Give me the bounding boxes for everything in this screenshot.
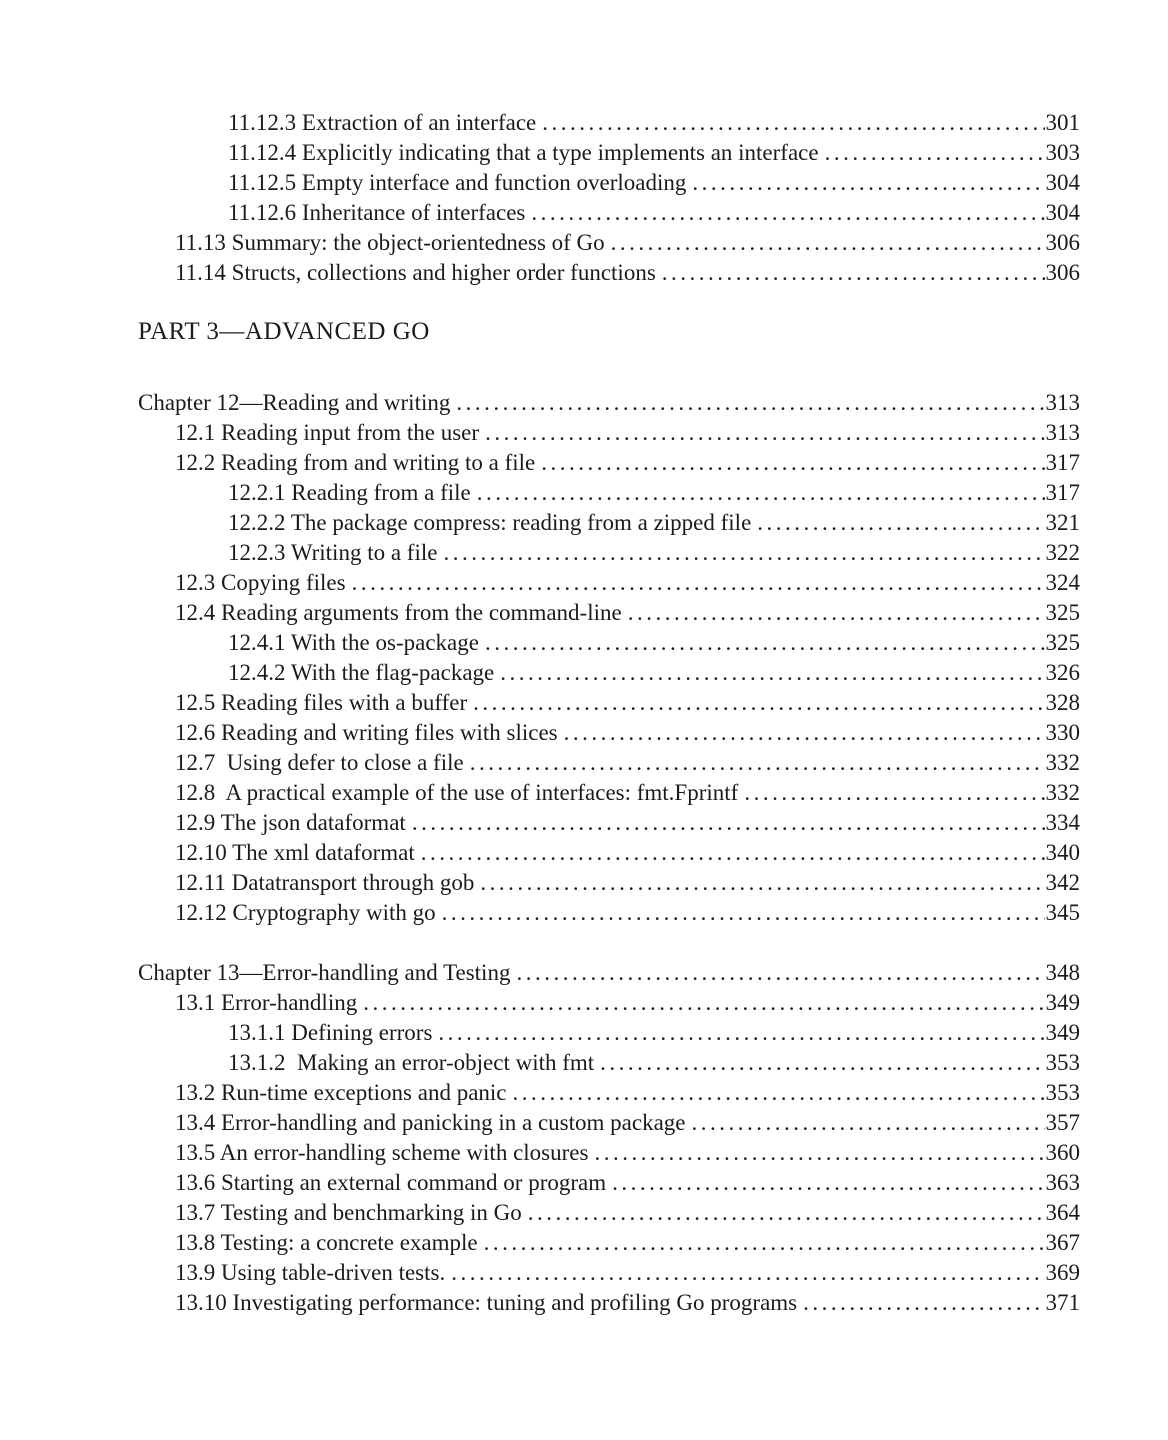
- toc-entry: [138, 1078, 1080, 1108]
- toc-leader-dots: [564, 718, 1045, 748]
- toc-entry: [138, 478, 1080, 508]
- toc-entry: [138, 388, 1080, 418]
- toc-entry: [138, 898, 1080, 928]
- toc-leader-dots: [484, 1228, 1045, 1258]
- toc-entry-page: 322: [1045, 540, 1080, 565]
- toc-leader-dots: [692, 1108, 1045, 1138]
- toc-entry-label: 12.2.1 Reading from a file: [228, 480, 471, 505]
- toc-entry-label: 12.5 Reading files with a buffer: [175, 690, 468, 715]
- toc-entry-label: 12.2.2 The package compress: reading from a zipped file: [228, 510, 752, 535]
- toc-entry: [138, 1018, 1080, 1048]
- toc-leader-dots: [542, 108, 1044, 138]
- toc-entry-page: 334: [1045, 810, 1080, 835]
- toc-leader-dots: [513, 1078, 1045, 1108]
- toc-entry-page: 340: [1045, 840, 1080, 865]
- toc-entry-page: 360: [1045, 1140, 1080, 1165]
- toc-leader-dots: [628, 598, 1045, 628]
- toc-leader-dots: [803, 1288, 1044, 1318]
- toc-entry: [138, 1168, 1080, 1198]
- toc-leader-dots: [470, 748, 1045, 778]
- toc-content: [138, 108, 1080, 1318]
- toc-entry: [138, 868, 1080, 898]
- toc-entry-page: 349: [1045, 990, 1080, 1015]
- toc-leader-dots: [611, 228, 1045, 258]
- toc-entry: [138, 1288, 1080, 1318]
- toc-entry: [138, 628, 1080, 658]
- toc-entry-label: 12.2 Reading from and writing to a file: [175, 450, 536, 475]
- toc-entry-label: 12.4.2 With the flag-package: [228, 660, 495, 685]
- toc-entry-label: 13.1.1 Defining errors: [228, 1020, 433, 1045]
- toc-leader-dots: [442, 898, 1045, 928]
- toc-entry-page: 306: [1045, 230, 1080, 255]
- toc-entry-page: 301: [1045, 110, 1080, 135]
- toc-entry-label: 13.4 Error-handling and panicking in a custom package: [175, 1110, 686, 1135]
- toc-leader-dots: [600, 1048, 1044, 1078]
- toc-entry-label: 13.2 Run-time exceptions and panic: [175, 1080, 507, 1105]
- toc-entry-page: 304: [1045, 170, 1080, 195]
- toc-entry-label: 11.12.6 Inheritance of interfaces: [228, 200, 526, 225]
- toc-entry: [138, 748, 1080, 778]
- toc-leader-dots: [480, 868, 1044, 898]
- toc-entry: [138, 108, 1080, 138]
- toc-entry: [138, 1138, 1080, 1168]
- toc-entry-label: 13.6 Starting an external command or program: [175, 1170, 607, 1195]
- toc-entry-page: 325: [1045, 630, 1080, 655]
- toc-leader-dots: [485, 418, 1044, 448]
- toc-entry: [138, 538, 1080, 568]
- toc-entry-page: 321: [1045, 510, 1080, 535]
- toc-leader-dots: [692, 168, 1044, 198]
- part-heading: PART 3—ADVANCED GO: [138, 318, 430, 345]
- toc-entry-page: 371: [1045, 1290, 1080, 1315]
- toc-entry-page: 369: [1045, 1260, 1080, 1285]
- toc-entry-page: 332: [1045, 750, 1080, 775]
- toc-entry: [138, 688, 1080, 718]
- toc-entry: [138, 198, 1080, 228]
- toc-entry-page: 353: [1045, 1050, 1080, 1075]
- toc-entry-page: 342: [1045, 870, 1080, 895]
- toc-entry-label: 13.5 An error-handling scheme with closures: [175, 1140, 589, 1165]
- toc-entry-page: 324: [1045, 570, 1080, 595]
- toc-entry-page: 317: [1045, 450, 1080, 475]
- toc-leader-dots: [477, 478, 1045, 508]
- toc-entry-page: 330: [1045, 720, 1080, 745]
- toc-entry: [138, 598, 1080, 628]
- toc-entry-page: 313: [1045, 390, 1080, 415]
- toc-entry-page: 349: [1045, 1020, 1080, 1045]
- toc-entry-label: 11.12.3 Extraction of an interface: [228, 110, 537, 135]
- toc-entry-label: 12.4.1 With the os-package: [228, 630, 479, 655]
- toc-leader-dots: [528, 1198, 1045, 1228]
- toc-entry: [138, 1198, 1080, 1228]
- toc-entry: [138, 808, 1080, 838]
- toc-entry-page: 363: [1045, 1170, 1080, 1195]
- toc-entry: [138, 228, 1080, 258]
- toc-entry: [138, 168, 1080, 198]
- toc-entry-page: 332: [1045, 780, 1080, 805]
- toc-entry-label: 11.14 Structs, collections and higher order functions: [175, 260, 656, 285]
- toc-entry: [138, 1258, 1080, 1288]
- toc-leader-dots: [612, 1168, 1044, 1198]
- toc-entry: [138, 418, 1080, 448]
- toc-entry-label: 11.12.5 Empty interface and function overloading: [228, 170, 687, 195]
- toc-entry-label: 12.1 Reading input from the user: [175, 420, 480, 445]
- toc-entry-page: 367: [1045, 1230, 1080, 1255]
- toc-leader-dots: [516, 958, 1044, 988]
- toc-entry: [138, 658, 1080, 688]
- toc-leader-dots: [412, 808, 1045, 838]
- toc-entry: [138, 838, 1080, 868]
- toc-leader-dots: [541, 448, 1044, 478]
- toc-leader-dots: [757, 508, 1044, 538]
- toc-section: [138, 108, 1080, 288]
- toc-entry-label: 13.7 Testing and benchmarking in Go: [175, 1200, 522, 1225]
- toc-entry-label: 12.10 The xml dataformat: [175, 840, 415, 865]
- toc-entry-label: 13.1 Error-handling: [175, 990, 358, 1015]
- toc-leader-dots: [662, 258, 1045, 288]
- toc-section: [138, 958, 1080, 1318]
- toc-entry-page: 326: [1045, 660, 1080, 685]
- toc-entry-label: 12.9 The json dataformat: [175, 810, 406, 835]
- toc-entry-page: 303: [1045, 140, 1080, 165]
- toc-entry-label: Chapter 12—Reading and writing: [138, 390, 451, 415]
- toc-entry-page: 325: [1045, 600, 1080, 625]
- toc-entry-label: 12.6 Reading and writing files with slices: [175, 720, 558, 745]
- toc-leader-dots: [443, 538, 1044, 568]
- toc-leader-dots: [473, 688, 1044, 718]
- toc-entry: [138, 958, 1080, 988]
- toc-entry-page: 345: [1045, 900, 1080, 925]
- toc-entry-page: 364: [1045, 1200, 1080, 1225]
- toc-leader-dots: [594, 1138, 1044, 1168]
- toc-entry: [138, 778, 1080, 808]
- toc-entry-label: 13.8 Testing: a concrete example: [175, 1230, 478, 1255]
- toc-entry-label: Chapter 13—Error-handling and Testing: [138, 960, 511, 985]
- toc-leader-dots: [531, 198, 1044, 228]
- toc-entry-page: 348: [1045, 960, 1080, 985]
- toc-entry-label: 12.8 A practical example of the use of interfaces: fmt.Fprintf: [175, 780, 739, 805]
- toc-entry-page: 357: [1045, 1110, 1080, 1135]
- toc-entry-page: 304: [1045, 200, 1080, 225]
- toc-entry-label: 12.12 Cryptography with go: [175, 900, 436, 925]
- toc-entry-label: 11.12.4 Explicitly indicating that a type implements an interface: [228, 140, 819, 165]
- toc-leader-dots: [451, 1258, 1044, 1288]
- toc-leader-dots: [421, 838, 1045, 868]
- toc-entry-label: 12.4 Reading arguments from the command-line: [175, 600, 622, 625]
- toc-entry-label: 13.1.2 Making an error-object with fmt: [228, 1050, 595, 1075]
- toc-entry: [138, 988, 1080, 1018]
- toc-entry: [138, 1108, 1080, 1138]
- toc-entry-page: 328: [1045, 690, 1080, 715]
- toc-entry-label: 12.11 Datatransport through gob: [175, 870, 475, 895]
- toc-entry: [138, 718, 1080, 748]
- toc-entry: [138, 508, 1080, 538]
- toc-leader-dots: [438, 1018, 1044, 1048]
- toc-entry: [138, 138, 1080, 168]
- toc-leader-dots: [825, 138, 1045, 168]
- toc-entry-page: 353: [1045, 1080, 1080, 1105]
- toc-entry-label: 11.13 Summary: the object-orientedness of Go: [175, 230, 605, 255]
- toc-leader-dots: [456, 388, 1044, 418]
- toc-entry: [138, 568, 1080, 598]
- toc-leader-dots: [363, 988, 1044, 1018]
- toc-section: [138, 388, 1080, 928]
- toc-entry-page: 313: [1045, 420, 1080, 445]
- toc-entry: [138, 258, 1080, 288]
- toc-entry-label: 13.10 Investigating performance: tuning and profiling Go programs: [175, 1290, 798, 1315]
- toc-leader-dots: [352, 568, 1045, 598]
- toc-leader-dots: [485, 628, 1045, 658]
- toc-entry-label: 12.7 Using defer to close a file: [175, 750, 464, 775]
- toc-entry: [138, 1228, 1080, 1258]
- toc-leader-dots: [500, 658, 1044, 688]
- toc-entry: [138, 448, 1080, 478]
- toc-leader-dots: [744, 778, 1044, 808]
- toc-entry-page: 317: [1045, 480, 1080, 505]
- toc-entry-label: 13.9 Using table-driven tests.: [175, 1260, 446, 1285]
- toc-entry: [138, 1048, 1080, 1078]
- toc-entry-label: 12.3 Copying files: [175, 570, 346, 595]
- toc-entry-page: 306: [1045, 260, 1080, 285]
- toc-entry-label: 12.2.3 Writing to a file: [228, 540, 438, 565]
